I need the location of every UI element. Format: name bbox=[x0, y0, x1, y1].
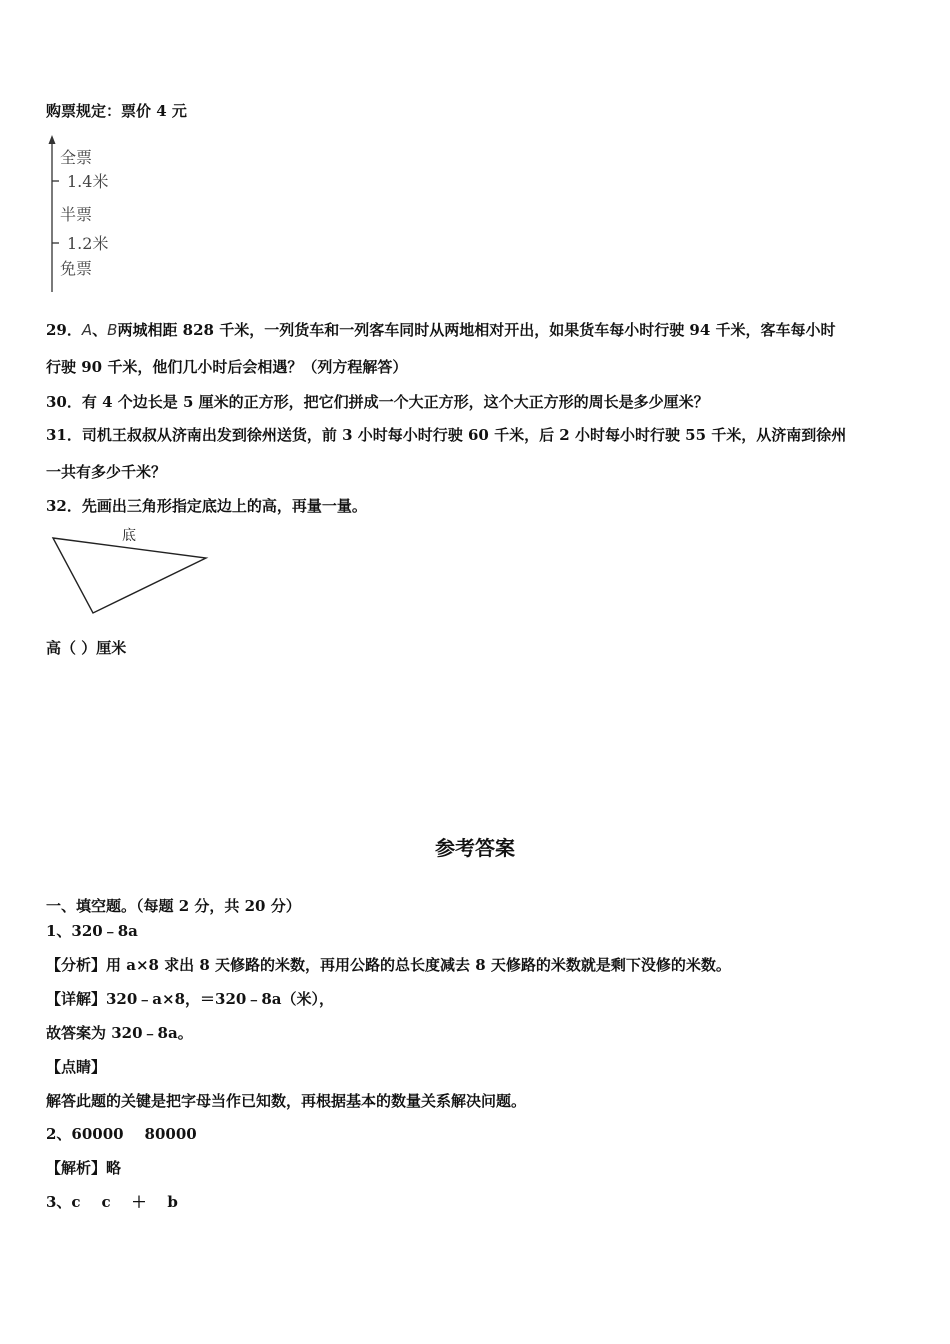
question-29-line-1 bbox=[46, 320, 836, 340]
question-29-text: 两城相距 828 千米，一列货车和一列客车同时从两地相对开出，如果货车每小时行驶 94 千米，客车每小时 bbox=[117, 321, 836, 339]
answers-title: 参考答案 bbox=[435, 836, 515, 860]
answer-1-detail: 【详解】320﹣a×8，＝320﹣8a（米）， bbox=[46, 990, 335, 1008]
city-a: A bbox=[81, 321, 93, 339]
free-ticket-label: 免票 bbox=[60, 259, 93, 278]
question-number: 29． bbox=[46, 321, 82, 339]
question-31-line-2: 一共有多少千米？ bbox=[46, 463, 167, 481]
answer-2: 2、60000 80000 bbox=[46, 1125, 197, 1143]
answer-3: 3、c c ＋ b bbox=[46, 1193, 178, 1211]
height-mark-high: 1.4米 bbox=[67, 172, 109, 191]
height-answer-blank: 高（ ）厘米 bbox=[46, 639, 127, 657]
question-29-line-2: 行驶 90 千米，他们几小时后会相遇？（列方程解答） bbox=[46, 358, 408, 376]
answer-1: 1、320﹣8a bbox=[46, 922, 138, 940]
half-ticket-label: 半票 bbox=[60, 205, 93, 224]
city-b: B bbox=[107, 321, 118, 339]
height-mark-low: 1.2米 bbox=[67, 234, 109, 253]
question-30: 30．有 4 个边长是 5 厘米的正方形，把它们拼成一个大正方形，这个大正方形的周长是多少厘米？ bbox=[46, 393, 709, 411]
answer-1-comment-label: 【点睛】 bbox=[46, 1058, 107, 1076]
answer-1-analysis: 【分析】用 a×8 求出 8 天修路的米数，再用公路的总长度减去 8 天修路的米数就是剩下没修的米数。 bbox=[46, 956, 731, 974]
triangle-base-label: 底 bbox=[122, 528, 136, 544]
question-32: 32．先画出三角形指定底边上的高，再量一量。 bbox=[46, 497, 367, 515]
arrow-up-icon bbox=[49, 135, 56, 144]
question-31-line-1: 31．司机王叔叔从济南出发到徐州送货，前 3 小时每小时行驶 60 千米，后 2 小时每小时行驶 55 千米，从济南到徐州 bbox=[46, 426, 847, 444]
answer-1-conclusion: 故答案为 320﹣8a。 bbox=[46, 1024, 193, 1042]
answer-2-analysis: 【解析】略 bbox=[46, 1159, 122, 1177]
ticket-height-ruler bbox=[40, 132, 140, 294]
section-1-heading: 一、填空题。（每题 2 分，共 20 分） bbox=[46, 897, 301, 915]
answer-1-comment: 解答此题的关键是把字母当作已知数，再根据基本的数量关系解决问题。 bbox=[46, 1092, 527, 1110]
triangle-figure bbox=[50, 522, 210, 618]
separator: 、 bbox=[92, 321, 108, 339]
full-ticket-label: 全票 bbox=[60, 148, 93, 167]
ticket-rule: 购票规定：票价 4 元 bbox=[46, 102, 187, 120]
triangle-shape bbox=[53, 538, 206, 613]
